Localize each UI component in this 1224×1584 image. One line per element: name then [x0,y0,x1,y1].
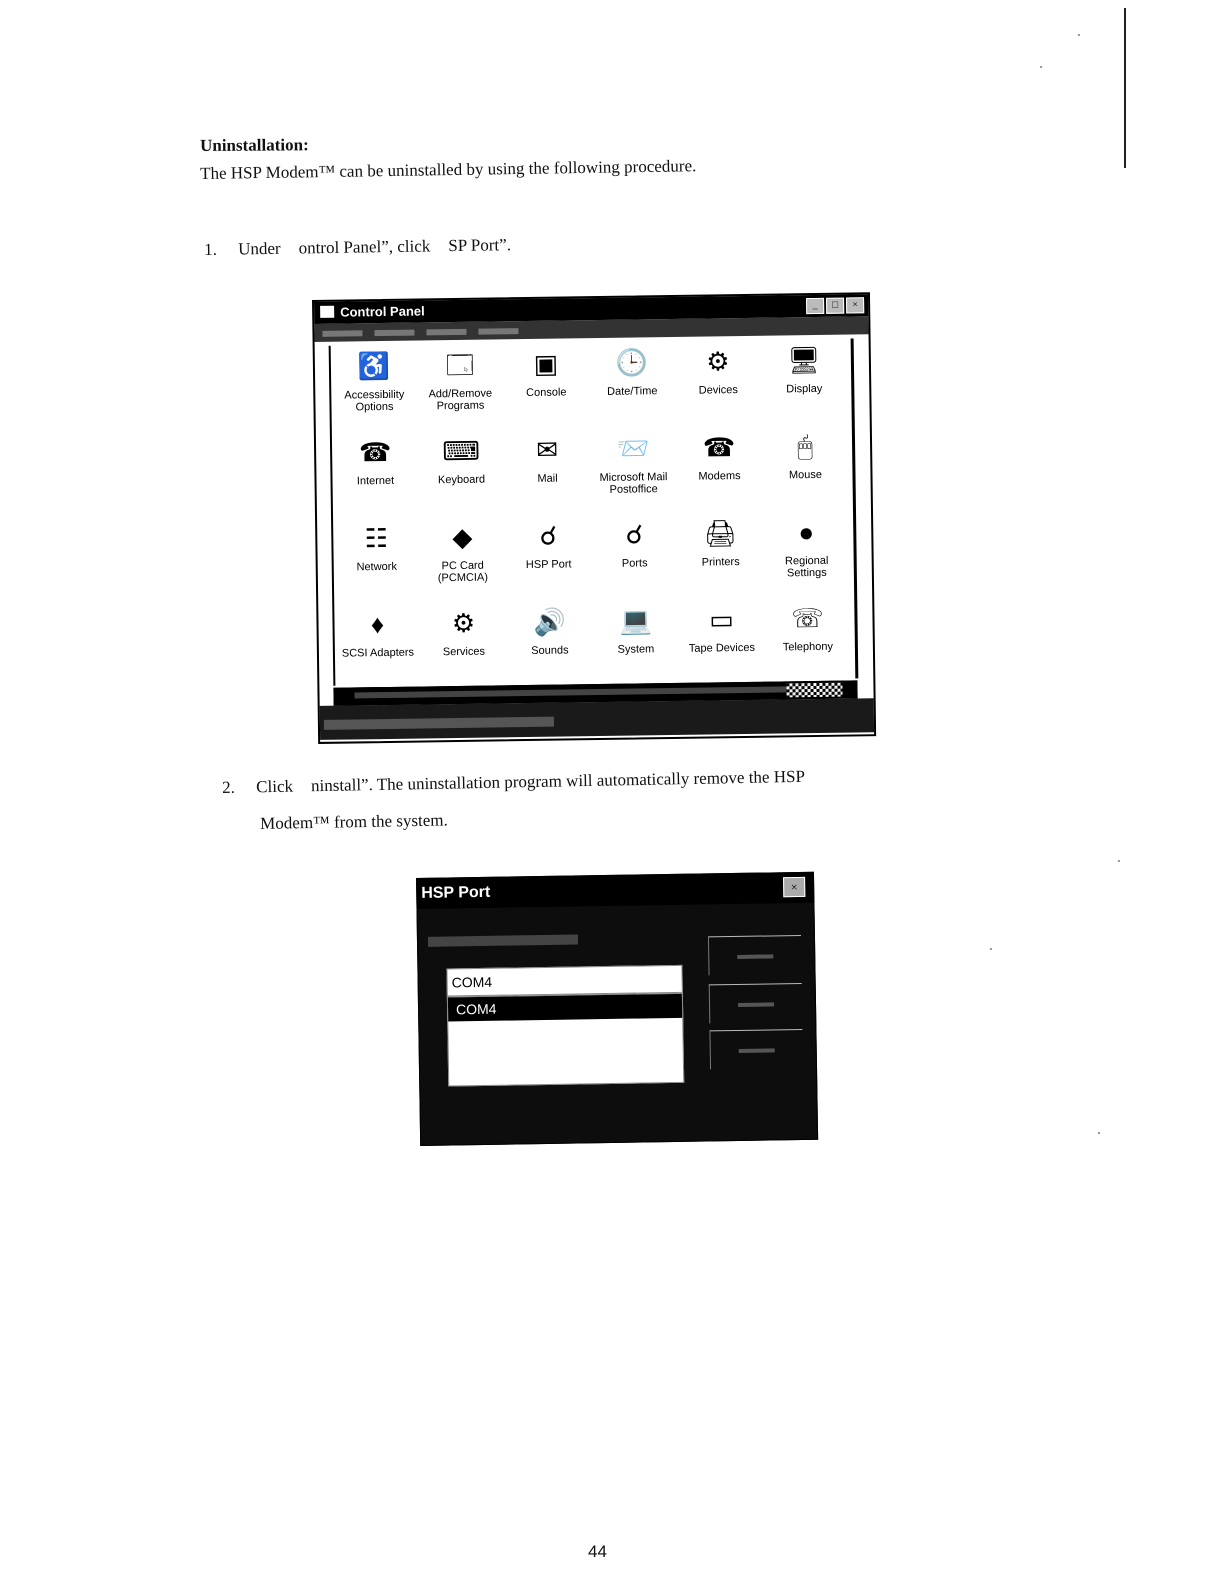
globe-icon: ● [798,518,815,548]
intro-paragraph: The HSP Modem™ can be uninstalled by using the following procedure. [200,156,697,183]
control-panel-item[interactable] [331,345,418,432]
control-panel-item[interactable] [763,511,850,598]
control-panel-item[interactable] [591,513,678,600]
step-2 [222,767,805,798]
control-panel-item[interactable] [417,343,504,430]
control-panel-item-label: System [617,643,655,656]
control-panel-item-label: Ports [621,557,648,570]
ports-icon: ☌ [625,520,644,550]
control-panel-item-label: Regional Settings [784,554,829,580]
display-icon: 🖥 [787,345,821,376]
com-port-combo[interactable]: COM4 [446,965,682,997]
control-panel-item[interactable] [678,598,765,685]
control-panel-item-label: Services [442,645,486,659]
console-icon: ▣ [533,349,559,379]
sounds-icon: 🔊 [533,607,566,637]
step-1 [204,235,511,260]
control-panel-item-label: Microsoft Mail Postoffice [599,471,668,496]
modem-icon: ☎ [702,433,736,463]
date-time-icon: 🕒 [615,348,649,378]
control-panel-item[interactable] [333,517,420,604]
control-panel-item-label: Date/Time [607,385,658,398]
control-panel-item-label: Accessibility Options [344,388,405,414]
control-panel-item[interactable] [505,514,592,601]
control-panel-item-label: Sounds [531,644,569,657]
keyboard-icon: ⌨ [442,436,481,467]
control-panel-item-label: Add/Remove Programs [428,387,493,413]
step-number: 1. [204,239,218,259]
dialog-button-2[interactable] [709,983,803,1023]
hsp-port-dialog [416,872,818,1146]
devices-icon: ⚙ [706,347,730,377]
control-panel-item-label: Display [786,382,823,396]
hsp-dialog-title-bar[interactable] [417,873,813,909]
window-controls [806,297,864,314]
dialog-button-1[interactable] [708,935,802,975]
control-panel-item-label: Internet [356,474,395,488]
services-icon: ⚙ [451,608,476,639]
step-text: Under [237,238,281,259]
section-heading: Uninstallation: [200,135,309,155]
resize-grip[interactable] [786,683,842,698]
control-panel-item[interactable] [762,425,849,512]
control-panel-item[interactable] [503,342,590,429]
control-panel-item[interactable] [419,515,506,602]
scan-speck [1098,1132,1100,1134]
accessibility-icon: ♿ [357,351,391,382]
control-panel-item-label: Network [356,560,397,574]
control-panel-item-label: HSP Port [525,558,572,572]
control-panel-item-label: Console [526,386,567,400]
printers-icon: 🖨 [703,519,738,549]
control-panel-window [312,292,876,744]
control-panel-item[interactable] [764,597,851,684]
minimize-button[interactable]: _ [806,298,824,314]
control-panel-item[interactable] [761,339,848,426]
control-panel-item[interactable] [418,429,505,516]
step-text: SP Port”. [448,235,512,256]
mouse-icon: 🖱 [797,432,814,462]
step-text: Click [255,776,294,797]
network-icon: ☷ [364,523,389,554]
system-icon: 💻 [619,606,652,636]
scan-speck [1078,34,1080,36]
control-panel-item[interactable] [332,431,419,518]
scan-speck [990,948,992,950]
mail-postoffice-icon: 📨 [616,434,650,464]
control-panel-item-label: Tape Devices [688,641,755,655]
control-panel-grid [331,338,856,689]
control-panel-item-label: PC Card (PCMCIA) [437,559,489,585]
scrollbar-thumb[interactable] [354,686,794,698]
control-panel-icon [320,306,334,318]
control-panel-item[interactable] [676,426,763,513]
close-button[interactable]: × [846,297,864,313]
control-panel-item-label: Mail [537,472,558,485]
close-button[interactable]: × [783,877,805,897]
scan-speck [1040,66,1042,68]
control-panel-item[interactable] [334,603,421,690]
control-panel-item[interactable] [592,599,679,686]
control-panel-item[interactable] [589,341,676,428]
control-panel-item[interactable] [420,601,507,688]
control-panel-item[interactable] [677,512,764,599]
scan-edge-line [1124,8,1126,168]
control-panel-item[interactable] [590,427,677,514]
status-bar [320,698,874,740]
control-panel-item[interactable] [675,340,762,427]
step-2-continued: Modem™ from the system. [260,810,448,833]
list-item[interactable]: COM4 [448,994,682,1022]
tape-devices-icon: ▭ [709,605,734,635]
control-panel-item-label: Telephony [782,640,834,654]
step-text: ninstall”. The uninstallation program will automatically remove the HSP [310,766,806,796]
step-number: 2. [222,777,236,797]
scsi-adapters-icon: ♦ [370,610,385,640]
control-panel-item[interactable] [506,600,593,687]
control-panel-icon-area [329,338,859,685]
telephony-icon: ☏ [791,603,824,634]
control-panel-item-label: Devices [698,384,738,397]
add-remove-programs-icon: 🗔 [445,350,475,381]
control-panel-item-label: SCSI Adapters [341,646,415,660]
control-panel-item-label: Mouse [788,468,823,482]
step-text: ontrol Panel”, click [298,236,431,258]
uninstall-button[interactable] [709,1029,803,1069]
control-panel-item-label: Modems [698,470,741,483]
scan-speck [1118,860,1120,862]
faded-label [428,934,578,946]
window-title: Control Panel [340,303,425,320]
control-panel-item-label: Printers [701,556,740,569]
internet-icon: ☎ [358,437,392,468]
mail-icon: ✉ [536,435,559,465]
control-panel-item[interactable] [504,428,591,515]
pc-card-icon: ◆ [452,522,473,553]
hsp-port-icon: ☌ [539,521,558,551]
page-number: 44 [588,1542,607,1561]
control-panel-item-label: Keyboard [437,473,486,487]
maximize-button[interactable]: □ [826,298,844,314]
dialog-title: HSP Port [421,883,491,902]
com-port-list[interactable] [447,993,684,1087]
